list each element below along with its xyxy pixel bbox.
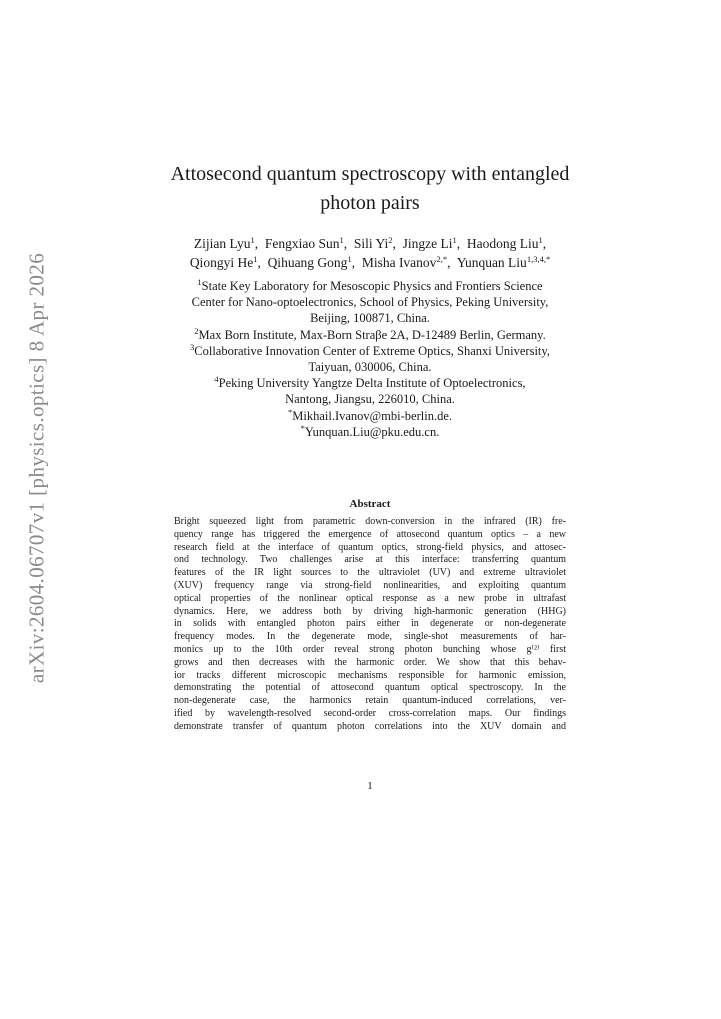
paper-title <box>140 160 600 218</box>
abstract-line: dynamics. Here, we address both by driving high-harmonic generation (HHG) <box>174 605 566 617</box>
abstract-line: ond technology. Two challenges arise at this interface: transferring quantum <box>174 554 566 566</box>
author: Sili Yi$^2$ <box>353 235 393 251</box>
email-line: *Yunquan.Liu@pku.edu.cn. <box>300 422 440 439</box>
abstract-line: research field at the interface of quantum optics, strong-field physics, and attosec- <box>174 541 566 553</box>
affiliation-line: $^2$Max Born Institute, Max-Born Straβe 2A, D-12489 Berlin, Germany. <box>194 325 546 342</box>
affiliation-line: $^1$State Key Laboratory for Mesoscopic Physics and Frontiers Science <box>197 277 543 293</box>
arxiv-identifier: arXiv:2604.06707v1 [physics.optics] 8 Apr 2026 <box>24 252 49 684</box>
abstract-line: optical properties of the nonlinear optical response as a new probe in ultrafast <box>174 592 566 604</box>
author: Yunquan Liu$^{1,3,4,*}$ <box>456 254 551 270</box>
abstract-line: features of the IR light sources to the ultraviolet (UV) and extreme ultraviolet <box>174 567 566 579</box>
abstract-heading: Abstract <box>349 498 391 510</box>
author-list <box>120 234 620 272</box>
affiliation-line: Taiyuan, 030006, China. <box>308 360 432 375</box>
author-line: Zijian Lyu$^1$, Fengxiao Sun$^1$, Sili Yi$^2$, Jingze Li$^1$, Haodong Liu$^1$, <box>193 235 547 251</box>
title-line: Attosecond quantum spectroscopy with entangled <box>170 163 570 185</box>
author: Zijian Lyu$^1$ <box>193 235 255 251</box>
abstract-line: ior tracks different microscopic mechanisms responsible for harmonic emission, <box>174 669 566 681</box>
abstract-line: grows and then decreases with the harmonic order. We show that this behav- <box>174 656 566 668</box>
affiliation-line: Nantong, Jiangsu, 226010, China. <box>285 392 455 407</box>
abstract-line: monics up to the 10th order reveal strong photon bunching whose g⁽²⁾ first <box>174 643 566 655</box>
email-line: *Mikhail.Ivanov@mbi-berlin.de. <box>288 406 452 423</box>
author: Haodong Liu$^1$ <box>466 235 543 251</box>
author: Qihuang Gong$^1$ <box>267 254 352 270</box>
author-line: Qiongyi He$^1$, Qihuang Gong$^1$, Misha Ivanov$^{2,*}$, Yunquan Liu$^{1,3,4,*}$ <box>189 254 551 270</box>
affiliation-line: Center for Nano-optoelectronics, School of Physics, Peking University, <box>191 295 549 310</box>
page-number: 1 <box>367 780 373 792</box>
abstract-line: (XUV) frequency range via strong-field nonlinearities, and exploiting quantum <box>174 579 566 591</box>
affiliations <box>120 278 620 440</box>
author: Jingze Li$^1$ <box>402 235 457 251</box>
affiliation-line: $^4$Peking University Yangtze Delta Institute of Optoelectronics, <box>214 374 526 391</box>
abstract-line: frequency modes. In the degenerate mode, single-shot measurements of har- <box>174 631 566 643</box>
abstract-line: in solids with entangled photon pairs either in degenerate or non-degenerate <box>174 618 566 630</box>
affiliation-line: Beijing, 100871, China. <box>310 311 430 326</box>
author: Qiongyi He$^1$ <box>189 254 258 270</box>
abstract-line: demonstrate transfer of quantum photon correlations into the XUV domain and <box>174 720 566 732</box>
abstract-line: Bright squeezed light from parametric down-conversion in the infrared (IR) fre- <box>174 516 566 527</box>
abstract-line: demonstrating the potential of attosecond quantum optical spectroscopy. In the <box>174 682 566 694</box>
abstract-line: non-degenerate case, the harmonics retain quantum-induced correlations, ver- <box>174 695 566 707</box>
affiliation-line: $^3$Collaborative Innovation Center of Extreme Optics, Shanxi University, <box>190 341 550 358</box>
title-line: photon pairs <box>320 192 420 214</box>
author: Fengxiao Sun$^1$ <box>264 235 344 251</box>
abstract-line: quency range has triggered the emergence of attosecond quantum optics – a new <box>174 528 566 540</box>
abstract-line: ified by wavelength-resolved second-order cross-correlation maps. Our findings <box>174 707 566 719</box>
abstract-body <box>174 516 566 734</box>
author: Misha Ivanov$^{2,*}$ <box>361 254 448 270</box>
